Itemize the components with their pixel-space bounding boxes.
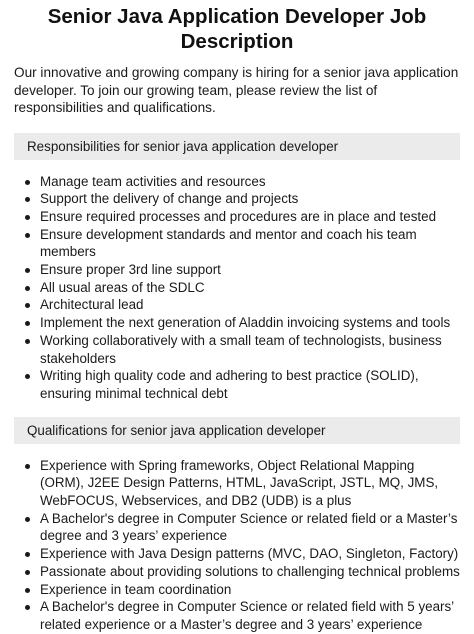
bullet-icon (25, 605, 30, 610)
responsibilities-heading-text: Responsibilities for senior java application developer (27, 138, 339, 154)
list-item-text: Experience with Spring frameworks, Object Relational Mapping (ORM), J2EE Design Patterns, HTML, JavaScript, JSTL, MQ, JMS, WebFOCUS, Webservices, and DB2 (UDB) is a plus (40, 457, 439, 509)
list-item-text: Experience in team coordination (40, 581, 232, 597)
list-item-text: All usual areas of the SDLC (40, 279, 205, 295)
bullet-icon (25, 197, 30, 202)
list-item-text: A Bachelor's degree in Computer Science or related field with 5 years’ related experience or a Master’s degree and 3 years’ experience (40, 599, 454, 632)
list-item-text: Ensure required processes and procedures are in place and tested (40, 208, 437, 224)
list-item-text: Passionate about providing solutions to challenging technical problems (40, 563, 460, 579)
responsibilities-heading (14, 133, 460, 160)
list-item-text: Working collaboratively with a small team of technologists, business stakeholders (40, 332, 442, 366)
responsibilities-list (14, 173, 460, 403)
list-item-text: Ensure development standards and mentor and coach his team members (40, 226, 417, 260)
list-item (14, 563, 460, 581)
list-item-text: Experience with Java Design patterns (MVC, DAO, Singleton, Factory) (40, 546, 459, 562)
list-item-text: Ensure proper 3rd line support (40, 262, 221, 278)
list-item (14, 296, 460, 314)
bullet-icon (25, 570, 30, 575)
list-item (14, 510, 460, 545)
qualifications-heading (14, 417, 460, 444)
page-title: Senior Java Application Developer Job Description (47, 5, 427, 53)
list-item (14, 581, 460, 599)
intro-paragraph: Our innovative and growing company is hiring for a senior java application developer. To join our growing team, please review the list of responsibilities and qualifications. (14, 65, 459, 115)
list-item-text: Implement the next generation of Aladdin invoicing systems and tools (40, 315, 451, 331)
bullet-icon (25, 339, 30, 344)
list-item (14, 332, 460, 367)
bullet-icon (25, 588, 30, 593)
bullet-icon (25, 374, 30, 379)
bullet-icon (25, 321, 30, 326)
list-item (14, 226, 460, 261)
qualifications-list (14, 457, 460, 634)
list-item (14, 314, 460, 332)
list-item (14, 173, 460, 191)
bullet-icon (25, 517, 30, 522)
bullet-icon (25, 180, 30, 185)
list-item-text: Writing high quality code and adhering to best practice (SOLID), ensuring minimal technical debt (40, 368, 419, 401)
list-item (14, 457, 460, 510)
list-item (14, 598, 460, 633)
list-item-text: Architectural lead (40, 297, 144, 313)
bullet-icon (25, 303, 30, 308)
list-item (14, 545, 460, 563)
list-item (14, 261, 460, 279)
list-item (14, 208, 460, 226)
bullet-icon (25, 464, 30, 469)
list-item-text: Support the delivery of change and projects (40, 191, 299, 207)
list-item (14, 367, 460, 402)
bullet-icon (25, 552, 30, 557)
list-item (14, 279, 460, 297)
list-item-text: Manage team activities and resources (40, 173, 266, 189)
list-item (14, 190, 460, 208)
bullet-icon (25, 286, 30, 291)
bullet-icon (25, 233, 30, 238)
list-item-text: A Bachelor's degree in Computer Science or related field or a Master’s degree and 3 years’ experience (40, 510, 458, 544)
bullet-icon (25, 268, 30, 273)
bullet-icon (25, 215, 30, 220)
qualifications-heading-text: Qualifications for senior java application developer (27, 422, 326, 438)
